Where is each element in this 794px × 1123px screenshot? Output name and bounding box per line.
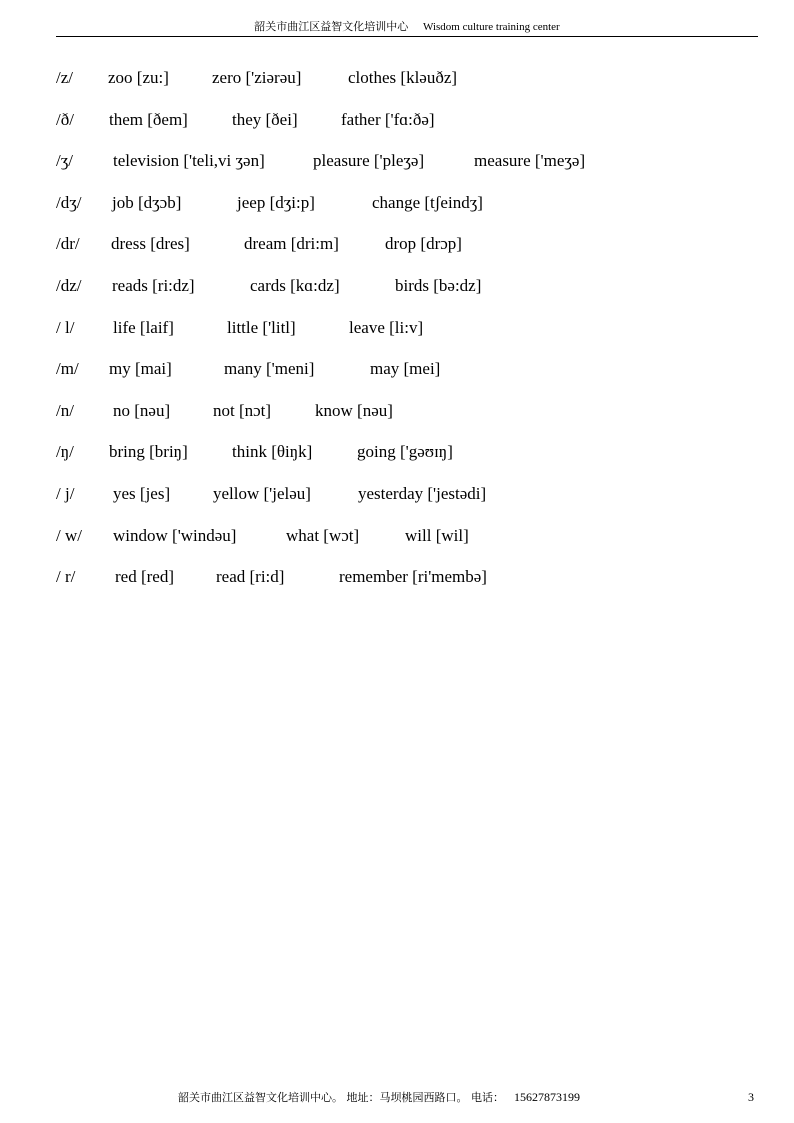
- example-word: window ['windəu]: [113, 525, 237, 545]
- example-word: yesterday ['jestədi]: [358, 483, 487, 503]
- header-org-name: 韶关市曲江区益智文化培训中心: [254, 20, 409, 33]
- phoneme-symbol: /dʒ/: [56, 192, 82, 212]
- phoneme-symbol: / j/: [56, 483, 75, 503]
- example-word: going ['gəʊɪŋ]: [357, 442, 453, 462]
- example-word: will [wil]: [405, 525, 469, 545]
- phoneme-symbol: / w/: [56, 525, 82, 545]
- phoneme-symbol: /dr/: [56, 234, 80, 254]
- example-word: drop [drɔp]: [385, 234, 462, 254]
- phoneme-symbol: /z/: [56, 68, 73, 87]
- phonetic-row: [56, 565, 756, 607]
- phonetic-row: [56, 66, 756, 108]
- footer-contact: [178, 1088, 580, 1107]
- phoneme-symbol: /dz/: [56, 275, 82, 295]
- example-word: know [nəu]: [315, 400, 393, 420]
- footer-phone: 15627873199: [514, 1090, 580, 1104]
- example-word: bring [briŋ]: [109, 442, 188, 462]
- phonetic-row: [56, 274, 756, 316]
- example-word: reads [ri:dz]: [112, 275, 195, 295]
- phonetic-row: [56, 316, 756, 358]
- example-word: many ['meni]: [224, 359, 315, 379]
- phoneme-symbol: /n/: [56, 400, 74, 420]
- example-word: think [θiŋk]: [232, 442, 313, 462]
- example-word: measure ['meʒə]: [474, 151, 586, 171]
- example-word: pleasure ['pleʒə]: [313, 151, 425, 171]
- example-word: may [mei]: [370, 359, 441, 379]
- page-header: [56, 20, 758, 37]
- header-english-name: Wisdom culture training center: [423, 21, 560, 33]
- example-word: zoo [zu:]: [108, 68, 169, 87]
- example-word: little ['litl]: [227, 317, 296, 337]
- example-word: what [wɔt]: [286, 525, 360, 545]
- phonetic-row: [56, 232, 756, 274]
- phonetic-row: [56, 482, 756, 524]
- phoneme-symbol: / r/: [56, 567, 76, 587]
- phonetic-row: [56, 440, 756, 482]
- example-word: no [nəu]: [113, 400, 171, 420]
- example-word: read [ri:d]: [216, 567, 285, 587]
- example-word: jeep [dʒi:p]: [237, 192, 315, 212]
- phonetic-row: [56, 357, 756, 399]
- phoneme-symbol: /ŋ/: [56, 442, 74, 462]
- example-word: life [laif]: [113, 317, 174, 337]
- phonetic-row: [56, 108, 756, 150]
- example-word: television ['teli,vi ʒən]: [113, 151, 265, 171]
- example-word: red [red]: [115, 567, 174, 587]
- phonetic-row: [56, 191, 756, 233]
- example-word: leave [li:v]: [349, 317, 424, 337]
- phonetic-row: [56, 524, 756, 566]
- phoneme-symbol: /ʒ/: [56, 151, 73, 171]
- phoneme-symbol: /m/: [56, 359, 79, 379]
- example-word: them [ðem]: [109, 109, 188, 129]
- example-word: dream [dri:m]: [244, 234, 339, 254]
- example-word: they [ðei]: [232, 109, 298, 129]
- example-word: birds [bə:dz]: [395, 275, 482, 295]
- phoneme-symbol: /ð/: [56, 109, 74, 129]
- example-word: clothes [kləuðz]: [348, 68, 458, 87]
- example-word: father ['fɑ:ðə]: [341, 109, 435, 129]
- example-word: yellow ['jeləu]: [213, 483, 311, 503]
- example-word: yes [jes]: [113, 483, 171, 503]
- phonetic-row: [56, 399, 756, 441]
- example-word: change [tʃeindʒ]: [372, 192, 483, 212]
- example-word: job [dʒɔb]: [112, 192, 182, 212]
- example-word: zero ['ziərəu]: [212, 68, 302, 87]
- example-word: dress [dres]: [111, 234, 190, 254]
- example-word: cards [kɑ:dz]: [250, 275, 340, 295]
- phoneme-symbol: / l/: [56, 317, 75, 337]
- phonetics-list: [56, 66, 756, 607]
- example-word: remember [ri'membə]: [339, 567, 487, 587]
- phonetic-row: [56, 149, 756, 191]
- page-footer: [0, 1088, 794, 1106]
- example-word: not [nɔt]: [213, 400, 272, 420]
- page-number: 3: [748, 1090, 754, 1104]
- footer-address: 韶关市曲江区益智文化培训中心。 地址：马坝桃园西路口。 电话：: [178, 1091, 504, 1104]
- example-word: my [mai]: [109, 359, 172, 379]
